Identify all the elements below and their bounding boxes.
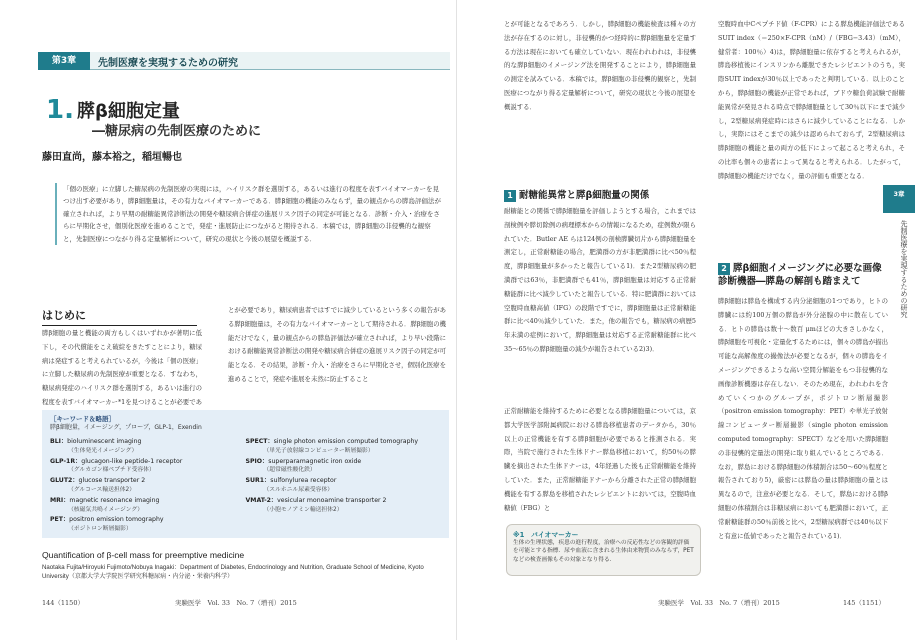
keywords-heading: ［キーワード＆略語］ (50, 415, 115, 423)
english-title: Quantification of β-cell mass for preemptive medicine (42, 550, 245, 560)
chapter-side-tab: 3章 (883, 185, 915, 213)
page-number-right: 145（1151） (843, 599, 885, 607)
right-column-2-top: 空腹時血中Cペプチド値（F-CPR）による膵島機能評価法であるSUIT index（＝250×F-CPR（nM）/（FBG−3.43）（mM），健常者：100％）4)は，膵β細胞量に依存すると考えられるが，膵島移植後にインスリンから離脱できたレシピエントのうち，実際SUIT indexが30％以上であったと判明している．以上のことから，膵β細胞の機能が正常であれば，ブドウ糖負荷試験で耐糖能異常が発見される時点で膵β細胞量として30％以下にまで減少し，2型糖尿病発症時にはさらに減少していることになる．しかし，実際にはそこまでの減少は認められておらず，2型糖尿病は膵β細胞の機能と量の両方の低下によって起こると考えられ，その比率も個々の患者によって異なると考えられる．したがって，膵β細胞の機能だけでなく，量の評価も重要となる． (718, 20, 905, 180)
sidebox-heading: ※1 バイオマーカー (513, 531, 579, 539)
section-2-number: 2 (718, 263, 730, 275)
left-page (0, 0, 457, 640)
chapter-title: 先制医療を実現するための研究 (98, 58, 238, 69)
article-number: 1. (46, 95, 74, 125)
chapter-side-text: 先制医療を実現するための研究 (900, 220, 908, 318)
page-number-left: 144（1150） (42, 599, 84, 607)
abbreviation-item: SPIO：superparamagnetic iron oxide （超常磁性酸化鉄） (245, 457, 362, 474)
chapter-label: 第3章 (38, 52, 90, 70)
abbreviation-item: GLUT2：glucose transporter 2 （グルコース輸送担体2） (50, 477, 146, 493)
authors: 藤田直尚，藤本裕之，稲垣暢也 (42, 152, 182, 163)
right-page (458, 0, 915, 640)
abbreviation-item: BLI：bioluminescent imaging （生体発光イメージング） (50, 438, 142, 454)
sidebox-text: 生体の生理状態，疾患の進行程度，治療への反応性などの客観的評価を可能とする指標．尿や血液に含まれる生体由来物質のみならず，PETなどの検査画像もその対象となり得る． (513, 540, 694, 563)
english-authors: Naotaka Fujita/Hiroyuki Fujimoto/Nobuya Inagaki：Department of Diabetes, Endocrinology and Nutrition, Graduate School of Medicine, Kyoto University（京都大学大学院医学研究科糖尿病・内分泌・栄養内科学） (42, 564, 424, 580)
section-1-number: 1 (504, 190, 516, 202)
abstract: 「個の医療」に立脚した糖尿病の先制医療の実現には，ハイリスク群を選別する，あるいは進行の程度を表すバイオマーカーを見つけ出す必要があり，膵β細胞量は，その有力なバイオマーカーである．膵β細胞の機能のみならず，量の観点からの膵島評価法が確立されれば，より早期の耐糖能異常診断法の開発や糖尿病合併症の進展リスク因子の同定が可能となる．診断・介入・治療をさらに早期化させ，個別化医療を進めることで，発症・進展防止につながると期待される．本稿では，膵β細胞の非侵襲的な観察と，先制医療につながり得る定量解析について，研究の現状と今後の展望を概説する． (55, 183, 443, 245)
section-1-text-a: 耐糖能との関係で膵β細胞量を評価しようとする場合，これまでは剖検例や膵切除例の病理標本からの情報になるため，症例数が限られていた．Butler AE らは124例の剖検膵臓切片から膵β細胞量を測定し，正常耐糖能の場合，肥満群の方が非肥満群に比べ50％程度，膵β細胞量が多かったと報告している1)．また2型糖尿病の肥満群では63％，非肥満群でも41％，膵β細胞量は対応する正常耐糖能群に比べ減少していたと報告している．特に肥満群においては空腹時血糖高値（IFG）の段階ですでに，膵β細胞量は正常耐糖能群に比べ40％減少していた．また，他の報告でも，糖尿病の病歴5年未満の症例において，膵β細胞量は対応する正常耐糖能群に比べ35〜65％の膵β細胞量の減少が報告されている2)3)． (504, 207, 696, 353)
article-title: 膵β細胞定量 (77, 101, 180, 122)
section-2-title: 膵β細胞イメージングに必要な画像診断機器―膵島の解剖も踏まえて (718, 263, 882, 287)
intro-column-2: とが必要であり，糖尿病患者ではすでに減少しているという多くの報告がある膵β細胞量は，その有力なバイオマーカーとして期待される．膵β細胞の機能だけでなく，量の観点からの膵島評価法が確立されれば，より早い段階における耐糖能異常診断法の開発や糖尿病合併症の進展リスク因子の同定が可能となる．その結果，診断・介入・治療をさらに早期化させ，個別化医療を進めることで，発症や進展を未然に防止すること (228, 306, 446, 383)
article-subtitle: ―糖尿病の先制医療のために (92, 124, 262, 139)
section-1-heading (504, 187, 649, 202)
section-1-title: 耐糖能異常と膵β細胞量の関係 (519, 190, 650, 201)
abbreviation-item: MRI：magnetic resonance imaging （核磁気共鳴イメージング） (50, 496, 160, 513)
abbreviation-item: GLP-1R：glucagon-like peptide-1 receptor （グルカゴン様ペプチド受容体） (50, 457, 183, 474)
journal-footer-left: 実験医学 Vol. 33 No. 7（増刊）2015 (175, 599, 297, 607)
right-column-1-top: とが可能となるであろう．しかし，膵β細胞の機能検査は種々の方法が存在するのに対し，非侵襲的かつ経時的に膵β細胞量を定量する方法は現在においても確立していない．現在われわれは，非侵襲的な膵β細胞のイメージング法を開発することにより，膵β細胞量の測定を試みている．本稿では，膵β細胞の非侵襲的観察と，先制医療につながり得る定量解析について，研究の現状と今後の展望を概説する． (504, 20, 696, 111)
abbreviations-right (246, 437, 442, 535)
abbreviation-item: SUR1：sulfonylurea receptor （スルホニル尿素受容体） (245, 477, 337, 493)
section-1-text-b: 正常耐糖能を維持するために必要となる膵β細胞量については，京都大学医学部附属病院における膵島移植患者のデータから，30％以上の正常機能を有する膵β細胞が必要であると推測される．実際，当院で施行された生体ドナー膵島移植において，約50％の膵臓を摘出された生体ドナーは，4年経過した後も正常耐糖能を維持していた．また，正常耐糖能ドナーから分離された正常の膵β細胞機能を有する膵島を移植されたレシピエントにおいては，空腹時血糖値（FBG）と (504, 407, 696, 512)
abbreviation-item: SPECT：single photon emission computed tomography （単光子放射線コンピューター断層撮影） (245, 438, 419, 454)
keywords-list: 膵β細胞量，イメージング，プローブ，GLP-1，Exendin (50, 424, 202, 431)
abbreviation-item: PET：positron emission tomography （ポジトロン断層撮影） (50, 516, 164, 533)
journal-footer-right: 実験医学 Vol. 33 No. 7（増刊）2015 (658, 599, 780, 607)
intro-column-1: 膵β細胞の量と機能の両方もしくはいずれかが著明に低下し，その代償能をこえ破綻をきたすことにより，糖尿病は発症すると考えられているが，今後は「個の医療」に立脚した糖尿病の先制医療が重要となる．すなわち，糖尿病発症のハイリスク群を選別する，あるいは進行の程度を表すバイオマーカー*1を見つけることが必要であ (42, 329, 202, 406)
section-2-text: 膵β細胞は膵島を構成する内分泌細胞の1つであり，ヒトの膵臓には約100万個の膵島が外分泌腺の中に散在している．ヒトの膵島は数十〜数百 μmほどの大きさしかなく，膵β細胞を可視化・定量化するためには，個々の膵島が描出可能な高解像度の撮像法が必要となるが，個々の膵島をイメージングできるような高い空間分解能をもつ非侵襲的な画像診断機器は存在しない．そのため現在，われわれを含めていくつかのグループが，ポジトロン断層撮影（positron emission tomography：PET）や単光子放射線コンピューター断層撮影（single photon emission computed tomography：SPECT）などを用いた膵β細胞の非侵襲的定量法の開発に取り組んでいるところである．なお，膵島における膵β細胞の体積割合は50〜60％程度と報告されており5)，厳密には膵島の量は膵β細胞の量とは異なるので，注意が必要となる．そして，膵島における膵β細胞の体積割合は非糖尿病においても肥満群において，正常耐糖能群の50％前後と比べ，2型糖尿病群では40％以下と有意に低値であったと報告されている1)． (718, 297, 888, 540)
chapter-header (38, 52, 450, 70)
biomarker-sidebox (506, 524, 701, 576)
abbreviations (50, 437, 441, 535)
abbreviation-item: VMAT-2：vesicular monoamine transporter 2 （小胞モノアミン輸送担体2） (245, 496, 387, 513)
section-2-heading (718, 262, 888, 288)
abbreviations-left (50, 437, 246, 535)
section-intro-heading: はじめに (42, 307, 197, 326)
keywords-box (42, 410, 449, 538)
